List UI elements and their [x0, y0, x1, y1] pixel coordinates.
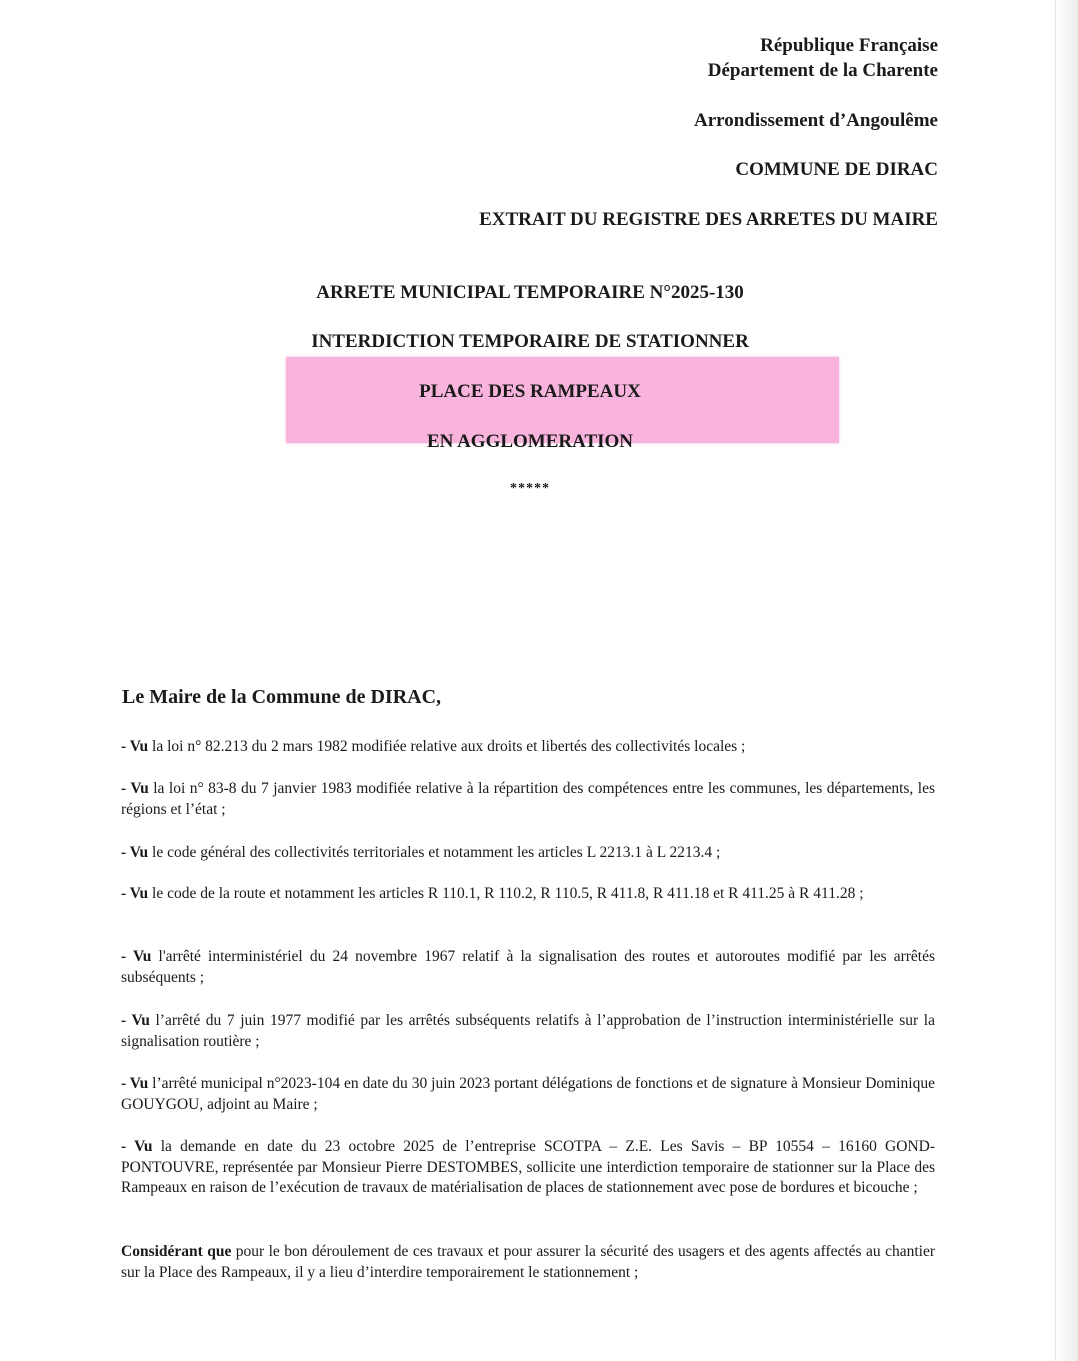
visa-text: l'arrêté interministériel du 24 novembre 1967 relatif à la signalisation des routes et autoroutes modifié par les arrêtés subséquents ; — [121, 948, 935, 986]
visa-text: la loi n° 83-8 du 7 janvier 1983 modifiée relative à la répartition des compétences entre les communes, les départements, les régions et l’état ; — [121, 780, 935, 818]
visa-paragraph — [121, 1137, 935, 1199]
visa-lead: - Vu — [121, 1012, 150, 1029]
commune-label: COMMUNE DE DIRAC — [735, 159, 938, 180]
visa-text: le code général des collectivités territoriales et notamment les articles L 2213.1 à L 2213.4 ; — [148, 844, 721, 861]
considerant-paragraph — [121, 1242, 935, 1283]
visa-paragraph — [121, 1074, 935, 1115]
departement-label: Département de la Charente — [707, 60, 938, 81]
visa-text: la demande en date du 23 octobre 2025 de l’entreprise SCOTPA – Z.E. Les Savis – BP 10554 – 16160 GOND-PONTOUVRE, représentée par Monsieur Pierre DESTOMBES, sollicite une interdiction temporaire de stationner sur la Place des Rampeaux en raison de l’exécution de travaux de matérialisation de places de stationnement avec pose de bordures et bicouche ; — [121, 1138, 935, 1196]
visa-lead: - Vu — [121, 1138, 153, 1155]
republique-label: République Française — [760, 35, 938, 56]
visa-lead: - Vu — [121, 1075, 149, 1092]
visa-paragraph — [121, 1011, 935, 1052]
visa-text: la loi n° 82.213 du 2 mars 1982 modifiée relative aux droits et libertés des collectivités locales ; — [148, 738, 746, 755]
header-republique-block — [708, 33, 938, 83]
considerant-lead: Considérant que — [121, 1243, 232, 1260]
arrete-number-title: ARRETE MUNICIPAL TEMPORAIRE N°2025-130 — [316, 282, 744, 303]
place-title: PLACE DES RAMPEAUX — [419, 381, 641, 402]
visa-text: l’arrêté municipal n°2023-104 en date du 30 juin 2023 portant délégations de fonctions et de signature à Monsieur Dominique GOUYGOU, adjoint au Maire ; — [121, 1075, 935, 1113]
interdiction-title: INTERDICTION TEMPORAIRE DE STATIONNER — [311, 331, 749, 352]
visa-lead: - Vu — [121, 948, 152, 965]
visa-paragraph — [121, 884, 935, 905]
visa-paragraph — [121, 737, 935, 758]
visa-lead: - Vu — [121, 738, 149, 755]
visa-text: le code de la route et notamment les articles R 110.1, R 110.2, R 110.5, R 411.8, R 411.18 et R 411.25 à R 411.28 ; — [148, 885, 864, 902]
arrondissement-label: Arrondissement d’Angoulême — [693, 110, 938, 131]
visa-text: l’arrêté du 7 juin 1977 modifié par les arrêtés subséquents relatifs à l’approbation de l’instruction interministérielle sur la signalisation routière ; — [121, 1012, 935, 1050]
separator-stars: ***** — [510, 481, 550, 496]
agglomeration-title: EN AGGLOMERATION — [426, 431, 634, 452]
visa-paragraph — [121, 843, 935, 864]
considerant-text: pour le bon déroulement de ces travaux et pour assurer la sécurité des usagers et des agents affectés au chantier sur la Place des Rampeaux, il y a lieu d’interdire temporairement le stationnement ; — [121, 1243, 935, 1281]
page-edge — [1055, 0, 1078, 1361]
visa-lead: - Vu — [121, 844, 149, 861]
mayor-heading: Le Maire de la Commune de DIRAC, — [122, 686, 442, 708]
visa-paragraph — [121, 947, 935, 988]
visa-lead: - Vu — [121, 885, 149, 902]
visa-lead: - Vu — [121, 780, 149, 797]
extrait-label: EXTRAIT DU REGISTRE DES ARRETES DU MAIRE — [479, 209, 938, 230]
visa-paragraph — [121, 779, 935, 820]
